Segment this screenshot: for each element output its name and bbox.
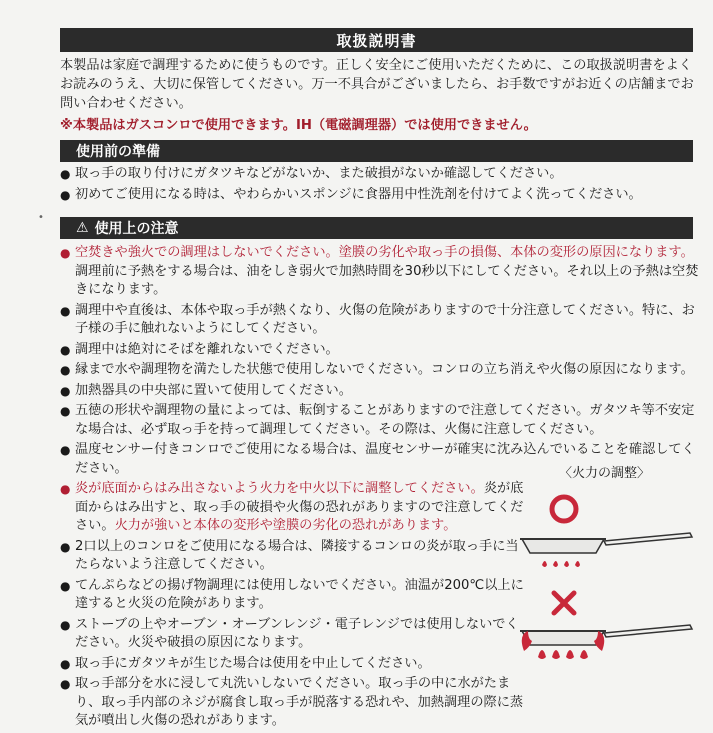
before-use-list [60, 165, 702, 206]
list-item: ● 調理中は絶対にそばを離れないでください。 [60, 341, 702, 360]
bullet-icon: ● [60, 578, 71, 593]
list-item: ● 取っ手の取り付けにガタツキなどがないか、また破損がないか確認してください。 [60, 165, 702, 184]
pan-ng-icon [520, 625, 692, 645]
list-item: ● 加熱器具の中央部に置いて使用してください。 [60, 382, 702, 401]
list-item: ● 空焚きや強火での調理はしないでください。塗膜の劣化や取っ手の損傷、本体の変形の原因になります。調理前に予熱をする場合は、油をしき弱火で加熱時間を30秒以下にしてください。それ以上の予熱は空焚きになります。 [60, 245, 699, 297]
bullet-icon: ● [60, 167, 71, 181]
bullet-icon: ● [60, 383, 71, 398]
bullet-icon: ● [60, 303, 71, 318]
ok-circle-icon [552, 497, 576, 521]
fire-diagram-title: 〈火力の調整〉 [558, 466, 650, 481]
bullet-icon: ● [60, 363, 71, 377]
section-before-use-title: 使用前の準備 [76, 144, 160, 160]
list-item: ● てんぷらなどの揚げ物調理には使用しないでください。油温が200℃以上に達すると火災の危険があります。 [60, 577, 524, 611]
section-before-use [60, 140, 693, 162]
list-item: ● 五徳の形状や調理物の量によっては、転倒することがありますので注意してください。ガタツキ等不安定な場合は、必ず取っ手を持って調理してください。その際は、火傷に注意してください。 [60, 403, 695, 437]
low-flame-icon [542, 561, 580, 567]
fire-adjustment-diagram [512, 462, 697, 662]
ih-warning: ※本製品はガスコンロで使用できます。IH（電磁調理器）では使用できません。 [60, 118, 537, 133]
list-item: ● 2口以上のコンロをご使用になる場合は、隣接するコンロの炎が取っ手に当たらないよう注意してください。 [60, 538, 519, 572]
bullet-icon: ● [60, 342, 71, 357]
fire-diagram-graphic [512, 481, 697, 661]
ng-cross-icon [554, 593, 574, 613]
bullet-icon: ● [60, 539, 71, 554]
intro-paragraph: 本製品は家庭で調理するために使うものです。正しく安全にご使用いただくために、この取扱説明書をよくお読みのうえ、大切に保管してください。万一不具合がございましたら、お手数ですがお近くの店舗までお問い合わせください。 [60, 58, 694, 111]
section-cautions-title: 使用上の注意 [94, 221, 179, 237]
bullet-icon: ● [60, 677, 71, 691]
bullet-icon: ● [60, 404, 71, 418]
warning-icon: ⚠ [76, 220, 89, 236]
list-item: ● 炎が底面からはみ出さないよう火力を中火以下に調整してください。炎が底面からはみ出すと、取っ手の破損や火傷の恐れがありますので注意してください。火力が強いと本体の変形や塗膜の劣化の恐れがあります。 [60, 481, 524, 533]
list-item: ● 温度センサー付きコンロでご使用になる場合は、温度センサーが確実に沈み込んでいることを確認してください。 [60, 442, 695, 476]
list-item: ● 調理中や直後は、本体や取っ手が熱くなり、火傷の危険がありますので十分注意してください。特に、お子様の手に触れないようにしてください。 [60, 302, 695, 336]
bullet-icon: ● [60, 443, 71, 457]
bullet-icon: ● [60, 187, 71, 202]
list-item: ● 縁まで水や調理物を満たした状態で使用しないでください。コンロの立ち消えや火傷の原因になります。 [60, 361, 702, 380]
section-cautions [60, 217, 693, 239]
page-title: 取扱説明書 [60, 28, 693, 52]
list-item: ● ストーブの上やオーブン・オーブンレンジ・電子レンジでは使用しないでください。火災や破損の原因になります。 [60, 616, 519, 650]
stray-mark: • [38, 212, 44, 223]
list-item: ● 取っ手部分を水に浸して丸洗いしないでください。取っ手の中に水がたまり、取っ手内部のネジが腐食し取っ手が脱落する恐れや、加熱調理の際に蒸気が噴出し火傷の恐れがあります。 [60, 676, 524, 728]
list-item: ● 取っ手にガタツキが生じた場合は使用を中止してください。 [60, 655, 525, 674]
bullet-icon: ● [60, 482, 71, 496]
bullet-icon: ● [60, 656, 71, 671]
bullet-icon: ● [60, 246, 71, 260]
pan-ok-icon [520, 533, 692, 553]
bullet-icon: ● [60, 617, 71, 632]
list-item: ● 初めてご使用になる時は、やわらかいスポンジに食器用中性洗剤を付けてよく洗ってください。 [60, 186, 702, 205]
